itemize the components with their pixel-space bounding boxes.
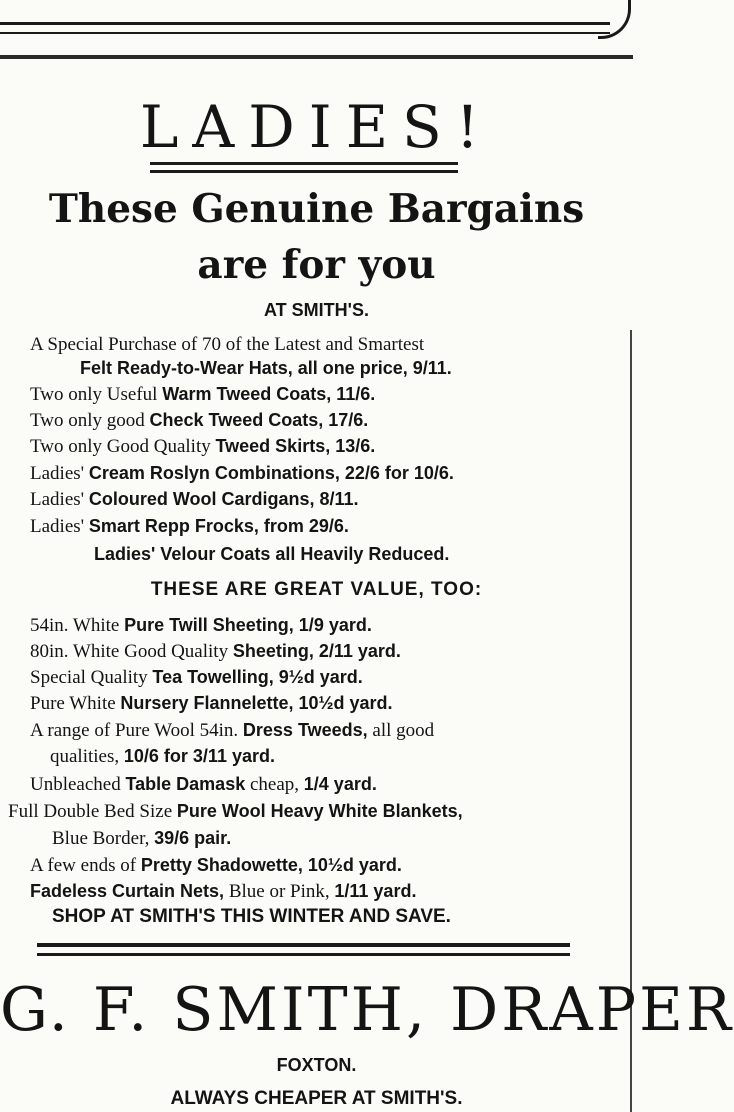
item-bold: Warm Tweed Coats, 11/6.	[162, 384, 376, 404]
list-item	[30, 333, 424, 356]
item-text: Blue Border,	[52, 828, 155, 849]
item-text: Two only Good Quality	[30, 436, 216, 457]
at-smiths-label: AT SMITH'S.	[264, 300, 369, 320]
item-bold: Pretty Shadowette, 10½d yard.	[140, 855, 402, 875]
item-bold: Smart Repp Frocks, from 29/6.	[88, 516, 349, 536]
item-bold: Nursery Flannelette, 10½d yard.	[120, 693, 393, 713]
item-bold: 1/11 yard.	[334, 881, 417, 901]
item-bold: Pure Twill Sheeting, 1/9 yard.	[124, 615, 372, 635]
item-text: Two only Useful	[30, 384, 163, 405]
headline-line-1: These Genuine Bargains	[48, 186, 585, 232]
list-item	[80, 357, 452, 380]
item-text: all good	[367, 720, 435, 741]
title-rule-2	[150, 170, 458, 173]
list-item	[30, 614, 372, 637]
list-item	[30, 383, 375, 406]
item-bold: Sheeting, 2/11 yard.	[232, 641, 401, 661]
list-item	[30, 692, 393, 715]
list-item	[30, 640, 401, 663]
item-text: A range of Pure Wool 54in.	[30, 720, 243, 741]
item-bold: Pure Wool Heavy White Blankets,	[176, 801, 463, 821]
value-heading: THESE ARE GREAT VALUE, TOO:	[150, 579, 483, 600]
corner-curve	[598, 0, 631, 39]
item-text: qualities,	[50, 746, 124, 767]
list-item	[30, 854, 402, 877]
list-item	[50, 745, 275, 768]
item-text: A Special Purchase of 70 of the Latest and Smartest	[30, 334, 425, 355]
list-item	[30, 880, 416, 903]
item-bold: Cream Roslyn Combinations, 22/6 for 10/6.	[88, 463, 454, 483]
item-text: 54in. White	[30, 615, 125, 636]
list-item	[30, 409, 368, 432]
top-rule-2	[0, 32, 610, 34]
item-bold: Tweed Skirts, 13/6.	[215, 436, 376, 456]
item-bold: Coloured Wool Cardigans, 8/11.	[88, 489, 359, 509]
slogan: ALWAYS CHEAPER AT SMITH'S.	[170, 1088, 463, 1109]
list-item	[30, 515, 349, 538]
item-text: Pure White	[30, 693, 121, 714]
headline-line-2: are for you	[197, 242, 436, 288]
item-bold: 1/4 yard.	[303, 774, 377, 794]
item-text: Ladies'	[30, 489, 89, 510]
item-text: Two only good	[30, 410, 150, 431]
page-title: LADIES!	[139, 93, 494, 161]
item-bold: Felt Ready-to-Wear Hats, all one price, 9/11.	[80, 358, 452, 378]
item-text: Blue or Pink,	[224, 881, 335, 902]
list-item	[52, 827, 231, 850]
item-text: Special Quality	[30, 667, 153, 688]
title-rule-1	[150, 162, 458, 165]
store-name: G. F. SMITH, DRAPER	[0, 975, 734, 1045]
item-text: Ladies'	[30, 516, 89, 537]
list-item	[30, 773, 377, 796]
top-rule-1	[0, 22, 610, 25]
list-item	[30, 462, 454, 485]
list-item	[8, 800, 463, 823]
item-bold: Dress Tweeds,	[242, 720, 368, 740]
item-text: Unbleached	[30, 774, 126, 795]
item-text: Full Double Bed Size	[8, 801, 177, 822]
list-item	[94, 543, 449, 566]
list-item	[30, 435, 375, 458]
location: FOXTON.	[276, 1055, 357, 1075]
item-text: A few ends of	[30, 855, 141, 876]
item-text: cheap,	[245, 774, 304, 795]
item-bold: Ladies' Velour Coats all Heavily Reduced.	[94, 544, 450, 564]
item-bold: Check Tweed Coats, 17/6.	[149, 410, 369, 430]
footer-rule-2	[37, 953, 570, 956]
item-bold: Table Damask	[125, 774, 246, 794]
item-bold: 39/6 pair.	[154, 828, 232, 848]
top-rule-3	[0, 55, 633, 59]
item-text: 80in. White Good Quality	[30, 641, 233, 662]
item-bold: Tea Towelling, 9½d yard.	[152, 667, 363, 687]
list-item	[30, 488, 359, 511]
shop-line: SHOP AT SMITH'S THIS WINTER AND SAVE.	[52, 906, 451, 927]
list-item	[30, 666, 363, 689]
footer-rule-1	[37, 943, 570, 947]
item-text: Ladies'	[30, 463, 89, 484]
list-item	[30, 719, 434, 742]
item-bold: 10/6 for 3/11 yard.	[123, 746, 275, 766]
item-bold: Fadeless Curtain Nets,	[30, 881, 225, 901]
